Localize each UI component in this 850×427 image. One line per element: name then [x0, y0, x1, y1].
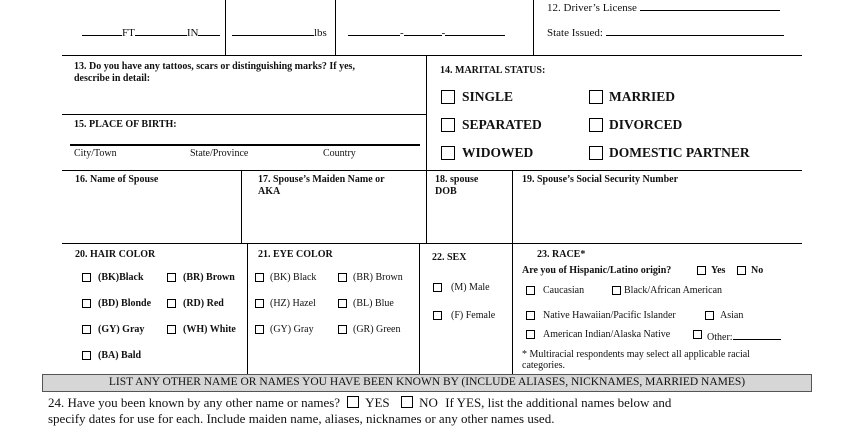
height-ft-label: FT: [122, 27, 135, 39]
eye-brown-checkbox[interactable]: [338, 273, 347, 282]
q24-no-label: NO: [419, 395, 438, 410]
sex-male-label: (M) Male: [451, 282, 490, 293]
race-note-1: * Multiracial respondents may select all applicable racial: [522, 349, 750, 360]
race-caucasian-checkbox[interactable]: [526, 286, 535, 295]
marital-separated-label: SEPARATED: [462, 117, 542, 132]
hair-black-checkbox[interactable]: [82, 273, 91, 282]
race-title: 23. RACE*: [537, 249, 586, 260]
eye-title: 21. EYE COLOR: [258, 249, 333, 260]
birth-heavy-rule: [70, 144, 420, 146]
phys-divider-2: [419, 243, 420, 374]
state-issued-label: State Issued:: [547, 27, 603, 39]
dob-separator-1: -: [400, 27, 404, 39]
race-hispanic-yes-label: Yes: [711, 265, 726, 276]
hair-red-label: (RD) Red: [183, 298, 224, 309]
marital-divorced-label: DIVORCED: [609, 117, 683, 132]
hair-white-label: (WH) White: [183, 324, 236, 335]
marital-single-checkbox[interactable]: [441, 90, 455, 104]
marital-widowed-label: WIDOWED: [462, 145, 534, 160]
hair-blonde-label: (BD) Blonde: [98, 298, 152, 309]
state-issued-field[interactable]: [547, 25, 784, 39]
top-row-bottom-rule: [62, 55, 802, 56]
weight-field[interactable]: [232, 25, 327, 39]
race-other-label: Other:: [707, 332, 733, 343]
sex-female-checkbox[interactable]: [433, 311, 442, 320]
sex-male-checkbox[interactable]: [433, 283, 442, 292]
drivers-license-label: 12. Driver’s License: [547, 2, 637, 14]
q24-yes-checkbox[interactable]: [347, 396, 359, 408]
marital-widowed-checkbox[interactable]: [441, 146, 455, 160]
phys-divider-1: [247, 243, 248, 374]
hair-bald-label: (BA) Bald: [98, 350, 142, 361]
eye-hazel-label: (HZ) Hazel: [270, 298, 316, 309]
marital-title: 14. MARITAL STATUS:: [440, 65, 546, 76]
marital-single-label: SINGLE: [462, 89, 514, 104]
eye-brown-label: (BR) Brown: [353, 272, 403, 283]
marital-married-checkbox[interactable]: [589, 90, 603, 104]
race-hispanic-no-checkbox[interactable]: [737, 266, 746, 275]
spouse-ssn-label: 19. Spouse’s Social Security Number: [522, 174, 679, 185]
race-asian-label: Asian: [720, 310, 744, 321]
top-divider-3: [533, 0, 534, 55]
race-caucasian-label: Caucasian: [543, 285, 585, 296]
marital-domestic-partner-checkbox[interactable]: [589, 146, 603, 160]
marital-separated-checkbox[interactable]: [441, 118, 455, 132]
hair-black-label: (BK)Black: [98, 272, 144, 283]
race-black-checkbox[interactable]: [612, 286, 621, 295]
spouse-divider-2: [426, 170, 427, 243]
race-asian-checkbox[interactable]: [705, 311, 714, 320]
spouse-maiden-label-1: 17. Spouse’s Maiden Name or: [258, 174, 385, 185]
marital-married-label: MARRIED: [609, 89, 675, 104]
eye-black-checkbox[interactable]: [255, 273, 264, 282]
spouse-row-bottom-rule: [62, 243, 802, 244]
spouse-divider-1: [241, 170, 242, 243]
height-in-label: IN: [186, 27, 199, 39]
q24-text-end: If YES, list the additional names below and: [445, 395, 672, 410]
eye-black-label: (BK) Black: [270, 272, 317, 283]
race-hispanic-question: Are you of Hispanic/Latino origin?: [522, 265, 672, 276]
spouse-dob-label-2: DOB: [435, 186, 457, 197]
race-hawaiian-label: Native Hawaiian/Pacific Islander: [543, 310, 676, 321]
q24-line1: [48, 395, 671, 411]
section15-bottom-rule: [62, 170, 802, 171]
top-divider-2: [335, 0, 336, 55]
hair-white-checkbox[interactable]: [167, 325, 176, 334]
dob-field[interactable]: [348, 25, 505, 39]
hair-gray-checkbox[interactable]: [82, 325, 91, 334]
birth-city-label: City/Town: [74, 148, 117, 159]
hair-bald-checkbox[interactable]: [82, 351, 91, 360]
spouse-dob-label-1: 18. spouse: [435, 174, 479, 185]
race-other-field[interactable]: [707, 329, 781, 343]
eye-gray-checkbox[interactable]: [255, 325, 264, 334]
spouse-ssn-input[interactable]: [517, 198, 797, 238]
birth-input-area[interactable]: [70, 131, 420, 144]
top-divider-1: [225, 0, 226, 55]
drivers-license-field[interactable]: [547, 0, 780, 14]
eye-blue-checkbox[interactable]: [338, 299, 347, 308]
spouse-name-input[interactable]: [70, 198, 236, 238]
spouse-maiden-label-2: AKA: [258, 186, 281, 197]
height-field[interactable]: [82, 25, 220, 39]
weight-lbs-label: lbs: [314, 27, 327, 39]
hair-red-checkbox[interactable]: [167, 299, 176, 308]
hair-gray-label: (GY) Gray: [98, 324, 145, 335]
race-note-2: categories.: [522, 360, 566, 371]
race-other-checkbox[interactable]: [693, 330, 702, 339]
q24-yes-label: YES: [365, 395, 390, 410]
birth-title: 15. PLACE OF BIRTH:: [74, 119, 177, 130]
hair-brown-label: (BR) Brown: [183, 272, 235, 283]
birth-country-label: Country: [323, 148, 356, 159]
spouse-name-label: 16. Name of Spouse: [75, 174, 159, 185]
race-black-label: Black/African American: [624, 285, 723, 296]
hair-title: 20. HAIR COLOR: [75, 249, 156, 260]
tattoos-bottom-rule: [62, 114, 426, 115]
spouse-dob-input[interactable]: [431, 198, 507, 238]
race-hispanic-no-label: No: [751, 265, 764, 276]
dob-separator-2: -: [441, 27, 446, 39]
eye-hazel-checkbox[interactable]: [255, 299, 264, 308]
q24-line2: specify dates for use for each. Include maiden name, aliases, nicknames or any other names used.: [48, 411, 555, 426]
hair-blonde-checkbox[interactable]: [82, 299, 91, 308]
marital-divorced-checkbox[interactable]: [589, 118, 603, 132]
sex-female-label: (F) Female: [451, 310, 496, 321]
sex-title: 22. SEX: [432, 252, 467, 263]
phys-divider-3: [512, 243, 513, 374]
eye-green-label: (GR) Green: [353, 324, 401, 335]
hair-brown-checkbox[interactable]: [167, 273, 176, 282]
tattoos-label-2: describe in detail:: [74, 73, 151, 84]
mid-vertical-rule: [426, 55, 427, 170]
spouse-divider-3: [512, 170, 513, 243]
q24-no-checkbox[interactable]: [401, 396, 413, 408]
eye-blue-label: (BL) Blue: [353, 298, 394, 309]
eye-green-checkbox[interactable]: [338, 325, 347, 334]
tattoos-label-1: 13. Do you have any tattoos, scars or distinguishing marks? If yes,: [74, 61, 355, 72]
q24-text-start: 24. Have you been known by any other name or names?: [48, 395, 341, 410]
tattoos-input-area[interactable]: [70, 86, 420, 114]
race-hispanic-yes-checkbox[interactable]: [697, 266, 706, 275]
race-hawaiian-checkbox[interactable]: [526, 311, 535, 320]
birth-state-label: State/Province: [190, 148, 249, 159]
race-american-indian-label: American Indian/Alaska Native: [543, 329, 671, 340]
marital-domestic-partner-label: DOMESTIC PARTNER: [609, 145, 750, 160]
race-american-indian-checkbox[interactable]: [526, 330, 535, 339]
other-names-banner-text: LIST ANY OTHER NAME OR NAMES YOU HAVE BEEN KNOWN BY (INCLUDE ALIASES, NICKNAMES, MARRIED NAMES): [108, 376, 746, 388]
eye-gray-label: (GY) Gray: [270, 324, 314, 335]
spouse-maiden-input[interactable]: [246, 198, 421, 238]
